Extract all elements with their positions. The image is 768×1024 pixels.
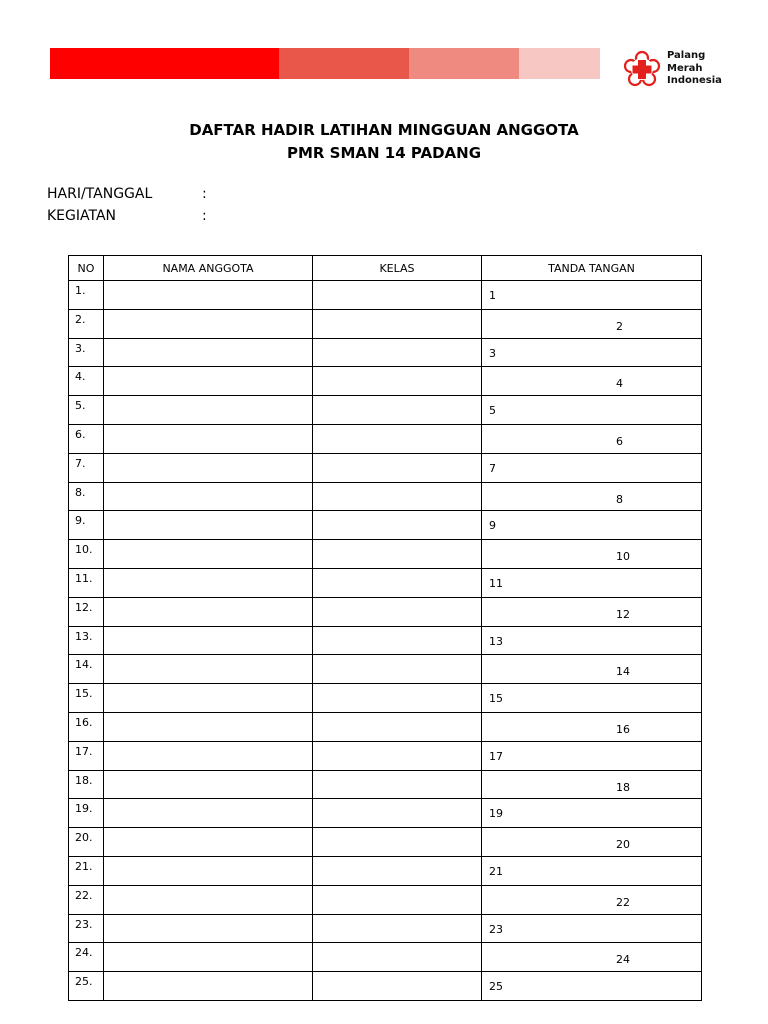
class-cell[interactable]: [313, 597, 482, 626]
signature-number: 5: [489, 404, 496, 418]
signature-cell[interactable]: [482, 770, 702, 799]
signature-cell[interactable]: [482, 281, 702, 310]
class-cell[interactable]: [313, 972, 482, 1001]
row-number: 16.: [69, 712, 104, 741]
table-row: [69, 741, 702, 770]
member-name-cell[interactable]: [104, 712, 313, 741]
table-row: [69, 597, 702, 626]
signature-cell[interactable]: [482, 684, 702, 713]
attendance-table: [68, 255, 702, 1001]
row-number: 15.: [69, 684, 104, 713]
signature-number: 25: [489, 980, 503, 994]
row-number: 11.: [69, 568, 104, 597]
signature-number: 6: [616, 434, 623, 448]
row-number: 17.: [69, 741, 104, 770]
row-number: 23.: [69, 914, 104, 943]
member-name-cell[interactable]: [104, 453, 313, 482]
signature-number: 8: [616, 492, 623, 506]
member-name-cell[interactable]: [104, 799, 313, 828]
signature-cell[interactable]: [482, 568, 702, 597]
table-row: [69, 943, 702, 972]
signature-number: 1: [489, 289, 496, 302]
row-number: 18.: [69, 770, 104, 799]
signature-number: 18: [616, 780, 630, 794]
member-name-cell[interactable]: [104, 396, 313, 425]
header-bar-dark-salmon: [279, 48, 409, 79]
table-row: [69, 453, 702, 482]
table-row: [69, 914, 702, 943]
class-cell[interactable]: [313, 799, 482, 828]
activity-label: KEGIATAN: [47, 208, 117, 224]
row-number: 20.: [69, 828, 104, 857]
table-row: [69, 367, 702, 396]
signature-cell[interactable]: [482, 943, 702, 972]
signature-number: 11: [489, 576, 503, 590]
class-cell[interactable]: [313, 655, 482, 684]
signature-number: 4: [616, 377, 623, 391]
member-name-cell[interactable]: [104, 281, 313, 310]
table-row: [69, 424, 702, 453]
class-cell[interactable]: [313, 712, 482, 741]
row-number: 14.: [69, 655, 104, 684]
class-cell[interactable]: [313, 943, 482, 972]
signature-cell[interactable]: [482, 856, 702, 885]
signature-number: 21: [489, 864, 503, 878]
member-name-cell[interactable]: [104, 684, 313, 713]
signature-cell[interactable]: [482, 626, 702, 655]
signature-number: 2: [616, 319, 623, 333]
row-number: 21.: [69, 856, 104, 885]
signature-number: 15: [489, 692, 503, 706]
row-number: 19.: [69, 799, 104, 828]
class-cell[interactable]: [313, 281, 482, 310]
day-date-label: HARI/TANGGAL: [47, 186, 153, 202]
table-row: [69, 568, 702, 597]
class-cell[interactable]: [313, 770, 482, 799]
member-name-cell[interactable]: [104, 856, 313, 885]
page-subtitle: PMR SMAN 14 PADANG: [286, 144, 482, 162]
member-name-cell[interactable]: [104, 770, 313, 799]
member-name-cell[interactable]: [104, 741, 313, 770]
signature-number: 13: [489, 634, 503, 648]
table-row: [69, 828, 702, 857]
signature-cell[interactable]: [482, 367, 702, 396]
table-row: [69, 684, 702, 713]
table-row: [69, 856, 702, 885]
signature-number: 9: [489, 519, 496, 533]
row-number: 24.: [69, 943, 104, 972]
signature-cell[interactable]: [482, 799, 702, 828]
signature-cell[interactable]: [482, 511, 702, 540]
signature-number: 16: [616, 722, 630, 736]
signature-number: 22: [616, 895, 630, 909]
row-number: 7.: [69, 453, 104, 482]
row-number: 1.: [69, 281, 104, 310]
class-cell[interactable]: [313, 511, 482, 540]
signature-cell[interactable]: [482, 914, 702, 943]
class-cell[interactable]: [313, 828, 482, 857]
class-cell[interactable]: [313, 885, 482, 914]
member-name-cell[interactable]: [104, 367, 313, 396]
signature-number: 17: [489, 749, 503, 763]
table-row: [69, 799, 702, 828]
table-row: [69, 338, 702, 367]
table-row: [69, 540, 702, 569]
class-cell[interactable]: [313, 540, 482, 569]
row-number: 25.: [69, 972, 104, 1001]
row-number: 13.: [69, 626, 104, 655]
signature-number: 10: [616, 550, 630, 564]
signature-cell[interactable]: [482, 885, 702, 914]
day-date-colon: :: [202, 186, 207, 202]
column-header-signature: TANDA TANGAN: [482, 256, 702, 281]
member-name-cell[interactable]: [104, 511, 313, 540]
table-row: [69, 281, 702, 310]
class-cell[interactable]: [313, 914, 482, 943]
member-name-cell[interactable]: [104, 972, 313, 1001]
signature-number: 19: [489, 807, 503, 821]
table-row: [69, 626, 702, 655]
member-name-cell[interactable]: [104, 626, 313, 655]
member-name-cell[interactable]: [104, 482, 313, 511]
signature-number: 20: [616, 838, 630, 852]
table-row: [69, 482, 702, 511]
signature-cell[interactable]: [482, 424, 702, 453]
signature-cell[interactable]: [482, 482, 702, 511]
red-cross-flower-icon: [622, 50, 662, 90]
member-name-cell[interactable]: [104, 655, 313, 684]
signature-cell[interactable]: [482, 338, 702, 367]
signature-cell[interactable]: [482, 655, 702, 684]
signature-cell[interactable]: [482, 972, 702, 1001]
signature-cell[interactable]: [482, 309, 702, 338]
member-name-cell[interactable]: [104, 597, 313, 626]
header-bar-red: [50, 48, 279, 79]
class-cell[interactable]: [313, 684, 482, 713]
row-number: 5.: [69, 396, 104, 425]
member-name-cell[interactable]: [104, 338, 313, 367]
class-cell[interactable]: [313, 453, 482, 482]
signature-cell[interactable]: [482, 828, 702, 857]
table-row: [69, 712, 702, 741]
signature-cell[interactable]: [482, 712, 702, 741]
member-name-cell[interactable]: [104, 885, 313, 914]
class-cell[interactable]: [313, 338, 482, 367]
table-row: [69, 511, 702, 540]
signature-cell[interactable]: [482, 741, 702, 770]
signature-cell[interactable]: [482, 597, 702, 626]
activity-colon: :: [202, 208, 207, 224]
table-row: [69, 972, 702, 1001]
class-cell[interactable]: [313, 309, 482, 338]
class-cell[interactable]: [313, 856, 482, 885]
class-cell[interactable]: [313, 396, 482, 425]
row-number: 8.: [69, 482, 104, 511]
class-cell[interactable]: [313, 626, 482, 655]
signature-number: 14: [616, 665, 630, 679]
row-number: 6.: [69, 424, 104, 453]
signature-number: 3: [489, 346, 496, 360]
signature-cell[interactable]: [482, 540, 702, 569]
member-name-cell[interactable]: [104, 568, 313, 597]
table-row: [69, 655, 702, 684]
pmi-logo: [622, 50, 732, 90]
member-name-cell[interactable]: [104, 309, 313, 338]
activity-field: [47, 208, 207, 224]
table-row: [69, 885, 702, 914]
table-row: [69, 770, 702, 799]
member-name-cell[interactable]: [104, 914, 313, 943]
row-number: 3.: [69, 338, 104, 367]
signature-number: 24: [616, 953, 630, 967]
logo-text: Palang Merah Indonesia: [667, 50, 722, 86]
table-header-row: [69, 256, 702, 281]
class-cell[interactable]: [313, 741, 482, 770]
row-number: 2.: [69, 309, 104, 338]
row-number: 22.: [69, 885, 104, 914]
day-date-field: [47, 186, 207, 202]
header-bar-salmon: [409, 48, 519, 79]
column-header-no: NO: [69, 256, 104, 281]
row-number: 9.: [69, 511, 104, 540]
class-cell[interactable]: [313, 424, 482, 453]
member-name-cell[interactable]: [104, 828, 313, 857]
header-bar-light-pink: [519, 48, 600, 79]
column-header-class: KELAS: [313, 256, 482, 281]
row-number: 12.: [69, 597, 104, 626]
class-cell[interactable]: [313, 367, 482, 396]
member-name-cell[interactable]: [104, 540, 313, 569]
column-header-name: NAMA ANGGOTA: [104, 256, 313, 281]
class-cell[interactable]: [313, 482, 482, 511]
class-cell[interactable]: [313, 568, 482, 597]
signature-cell[interactable]: [482, 396, 702, 425]
signature-number: 7: [489, 461, 496, 475]
signature-number: 23: [489, 922, 503, 936]
page-title: DAFTAR HADIR LATIHAN MINGGUAN ANGGOTA: [189, 121, 579, 139]
member-name-cell[interactable]: [104, 943, 313, 972]
table-row: [69, 309, 702, 338]
member-name-cell[interactable]: [104, 424, 313, 453]
signature-cell[interactable]: [482, 453, 702, 482]
table-row: [69, 396, 702, 425]
signature-number: 12: [616, 607, 630, 621]
row-number: 10.: [69, 540, 104, 569]
row-number: 4.: [69, 367, 104, 396]
